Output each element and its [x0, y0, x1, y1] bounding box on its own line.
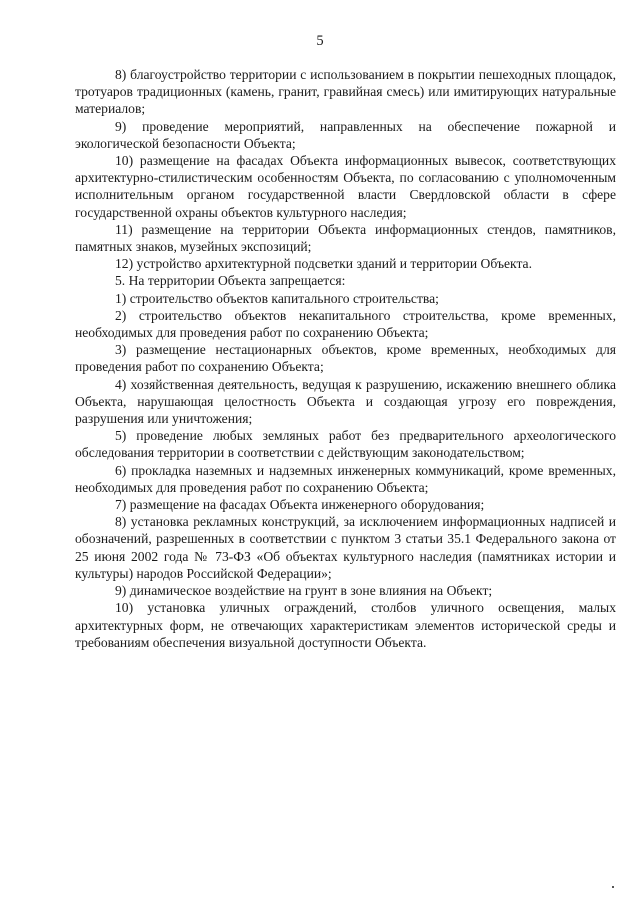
page-number: 5: [316, 33, 324, 49]
prohibited-item-5: 5) проведение любых земляных работ без предварительного археологического обследования территории в соответствии с действующим законодательством;: [75, 428, 616, 461]
prohibited-item-1: 1) строительство объектов капитального строительства;: [115, 290, 439, 306]
paragraph-item-9-fire-safety: 9) проведение мероприятий, направленных на обеспечение пожарной и экологической безопасности Объекта;: [75, 118, 616, 151]
section-5-heading: 5. На территории Объекта запрещается:: [115, 273, 346, 289]
paragraph-item-8-landscaping: 8) благоустройство территории с использованием в покрытии пешеходных площадок, тротуаров традиционных (камень, гранит, гравийная смесь) или имитирующих натуральные материалов;: [75, 67, 616, 117]
prohibited-item-6: 6) прокладка наземных и надземных инженерных коммуникаций, кроме временных, необходимых для проведения работ по сохранению Объекта;: [75, 462, 616, 495]
prohibited-item-9: 9) динамическое воздействие на грунт в зоне влияния на Объект;: [115, 583, 493, 599]
prohibited-item-10: 10) установка уличных ограждений, столбов уличного освещения, малых архитектурных форм, не отвечающих характеристикам элементов исторической среды и требованиям обеспечения визуальной доступности Объекта.: [75, 600, 616, 650]
prohibited-item-4: 4) хозяйственная деятельность, ведущая к разрушению, искажению внешнего облика Объекта, нарушающая целостность Объекта и создающая угрозу его повреждения, разрушения или уничтожения;: [75, 376, 616, 427]
paragraph-item-10-signage: 10) размещение на фасадах Объекта информационных вывесок, соответствующих архитектурно-стилистическим особенностям Объекта, по согласованию с уполномоченным исполнительным органом государственной власти Свердловской области в сфере государственной охраны объектов культурного наследия;: [75, 153, 616, 220]
paragraph-item-12-lighting: 12) устройство архитектурной подсветки зданий и территории Объекта.: [115, 256, 532, 272]
prohibited-item-7: 7) размещение на фасадах Объекта инженерного оборудования;: [115, 497, 485, 513]
scan-speck: [612, 886, 614, 888]
document-body: [75, 66, 616, 651]
prohibited-item-3: 3) размещение нестационарных объектов, кроме временных, необходимых для проведения работ по сохранению Объекта;: [75, 342, 616, 375]
prohibited-item-8: 8) установка рекламных конструкций, за исключением информационных надписей и обозначений, разрешенных в соответствии с пунктом 3 статьи 35.1 Федерального закона от 25 июня 2002 года № 73-ФЗ «Об объектах культурного наследия (памятниках истории и культуры) народов Российской Федерации»;: [75, 514, 616, 581]
prohibited-item-2: 2) строительство объектов некапитального строительства, кроме временных, необходимых для проведения работ по сохранению Объекта;: [75, 307, 616, 341]
paragraph-item-11-stands: 11) размещение на территории Объекта информационных стендов, памятников, памятных знаков, музейных экспозиций;: [75, 221, 616, 255]
